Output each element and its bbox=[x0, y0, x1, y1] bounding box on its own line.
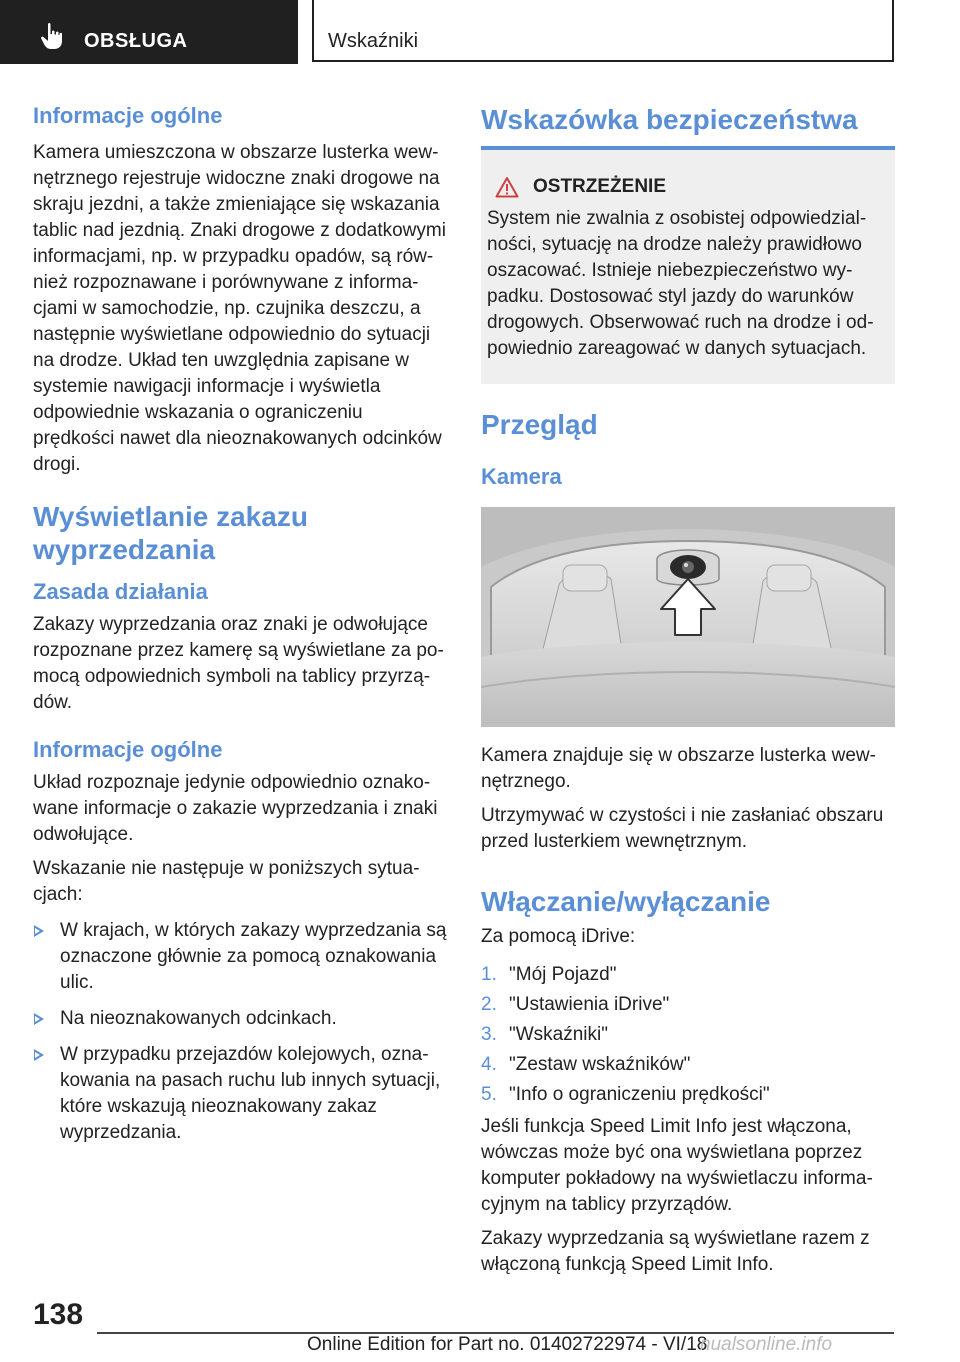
heading-general-info-2: Informacje ogólne bbox=[33, 737, 223, 762]
warning-text: System nie zwalnia z osobistej odpowiedzialności, sytuację na drodze należy prawidłowo oszacować. Istnieje niebezpieczeństwo wypadku. Dostosować styl jazdy do warunków drogowych. Obserwować ruch na drodze i odpowiednio zareagować w danych sytuacjach. bbox=[487, 208, 874, 359]
list-item: 4. "Zestaw wskaźników" bbox=[481, 1054, 691, 1075]
paragraph-recognition: Układ rozpoznaje jedynie odpowiednio oznakowane informacje o zakazie wyprzedzania i znaki odwołujące. bbox=[33, 772, 438, 845]
paragraph-via-idrive: Za pomocą iDrive: bbox=[481, 926, 636, 947]
paragraph-camera-care: Utrzymywać w czystości i nie zasłaniać obszaru przed lusterkiem wewnętrznym. bbox=[481, 805, 884, 852]
heading-principle: Zasada działania bbox=[33, 579, 208, 604]
warning-title: OSTRZEŻENIE bbox=[487, 174, 887, 200]
section-tab-label: OBSŁUGA bbox=[84, 30, 188, 52]
paragraph-general-info: Kamera umieszczona w obszarze lusterka wewnętrznego rejestruje widoczne znaki drogowe na skraju jezdni, a także zmieniające się wskazania tablic nad jezdnią. Znaki drogowe z dodatkowymi informacjami, np. w przypadku opadów, są również rozpoznawane i porównywane z informacjami w samochodzie, np. czujnika deszczu, a następnie wyświetlane odpowiednio do sytuacji na drodze. Układ ten uwzględnia zapisane w systemie nawigacji informacje i wyświetla odpowiednie wskazania o ograniczeniu prędkości nawet dla nieoznakowanych odcinków drogi. bbox=[33, 142, 446, 475]
list-item: 3. "Wskaźniki" bbox=[481, 1024, 608, 1045]
hand-pointer-icon bbox=[40, 22, 64, 50]
left-column bbox=[33, 100, 448, 1146]
bullet-triangle-icon bbox=[34, 925, 44, 937]
idrive-steps bbox=[481, 960, 895, 1110]
exception-list bbox=[33, 918, 448, 1146]
chapter-title: Wskaźniki bbox=[328, 30, 419, 52]
bullet-triangle-icon bbox=[34, 1049, 44, 1061]
paragraph-camera-location: Kamera znajduje się w obszarze lusterka wewnętrznego. bbox=[481, 745, 876, 792]
paragraph-principle: Zakazy wyprzedzania oraz znaki je odwołujące rozpoznane przez kamerę są wyświetlane za pomocą odpowiednich symboli na tablicy przyrządów. bbox=[33, 614, 444, 713]
list-item: 5. "Info o ograniczeniu prędkości" bbox=[481, 1084, 770, 1105]
warning-box bbox=[481, 146, 895, 384]
paragraph-overtaking-with-sli: Zakazy wyprzedzania są wyświetlane razem z włączoną funkcją Speed Limit Info. bbox=[481, 1228, 870, 1275]
page-number: 138 bbox=[33, 1298, 84, 1331]
list-item: Na nieoznakowanych odcinkach. bbox=[33, 1006, 448, 1032]
list-item: W przypadku przejazdów kolejowych, oznakowania na pasach ruchu lub innych sytuacji, które wskazują nieoznakowany zakaz wyprzedzania. bbox=[33, 1042, 448, 1146]
footer-edition: Online Edition for Part no. 01402722974 - VI/18 bbox=[307, 1334, 708, 1355]
list-item: 1. "Mój Pojazd" bbox=[481, 964, 617, 985]
chapter-header bbox=[312, 0, 894, 62]
heading-on-off: Włączanie/wyłączanie bbox=[481, 886, 771, 917]
footer-watermark: nualsonline.info bbox=[700, 1334, 833, 1355]
paragraph-speed-limit-info: Jeśli funkcja Speed Limit Info jest włączona, wówczas może być ona wyświetlana poprzez komputer pokładowy na wyświetlaczu informacyjnym na tablicy przyrządów. bbox=[481, 1116, 873, 1215]
heading-safety-note: Wskazówka bezpieczeństwa bbox=[481, 104, 858, 135]
heading-camera: Kamera bbox=[481, 464, 562, 489]
list-item: 2. "Ustawienia iDrive" bbox=[481, 994, 670, 1015]
heading-overtaking-display: Wyświetlanie zakazu wyprzedzania bbox=[33, 501, 308, 565]
paragraph-no-display: Wskazanie nie następuje w poniższych sytuacjach: bbox=[33, 858, 420, 905]
heading-general-info: Informacje ogólne bbox=[33, 103, 223, 128]
camera-location-photo bbox=[481, 507, 895, 727]
bullet-triangle-icon bbox=[34, 1013, 44, 1025]
warning-triangle-icon bbox=[495, 176, 519, 198]
list-item: W krajach, w których zakazy wyprzedzania są oznaczone głównie za pomocą oznakowania ulic. bbox=[33, 918, 448, 996]
heading-overview: Przegląd bbox=[481, 409, 598, 440]
right-column bbox=[481, 100, 895, 1278]
section-tab bbox=[0, 0, 298, 64]
